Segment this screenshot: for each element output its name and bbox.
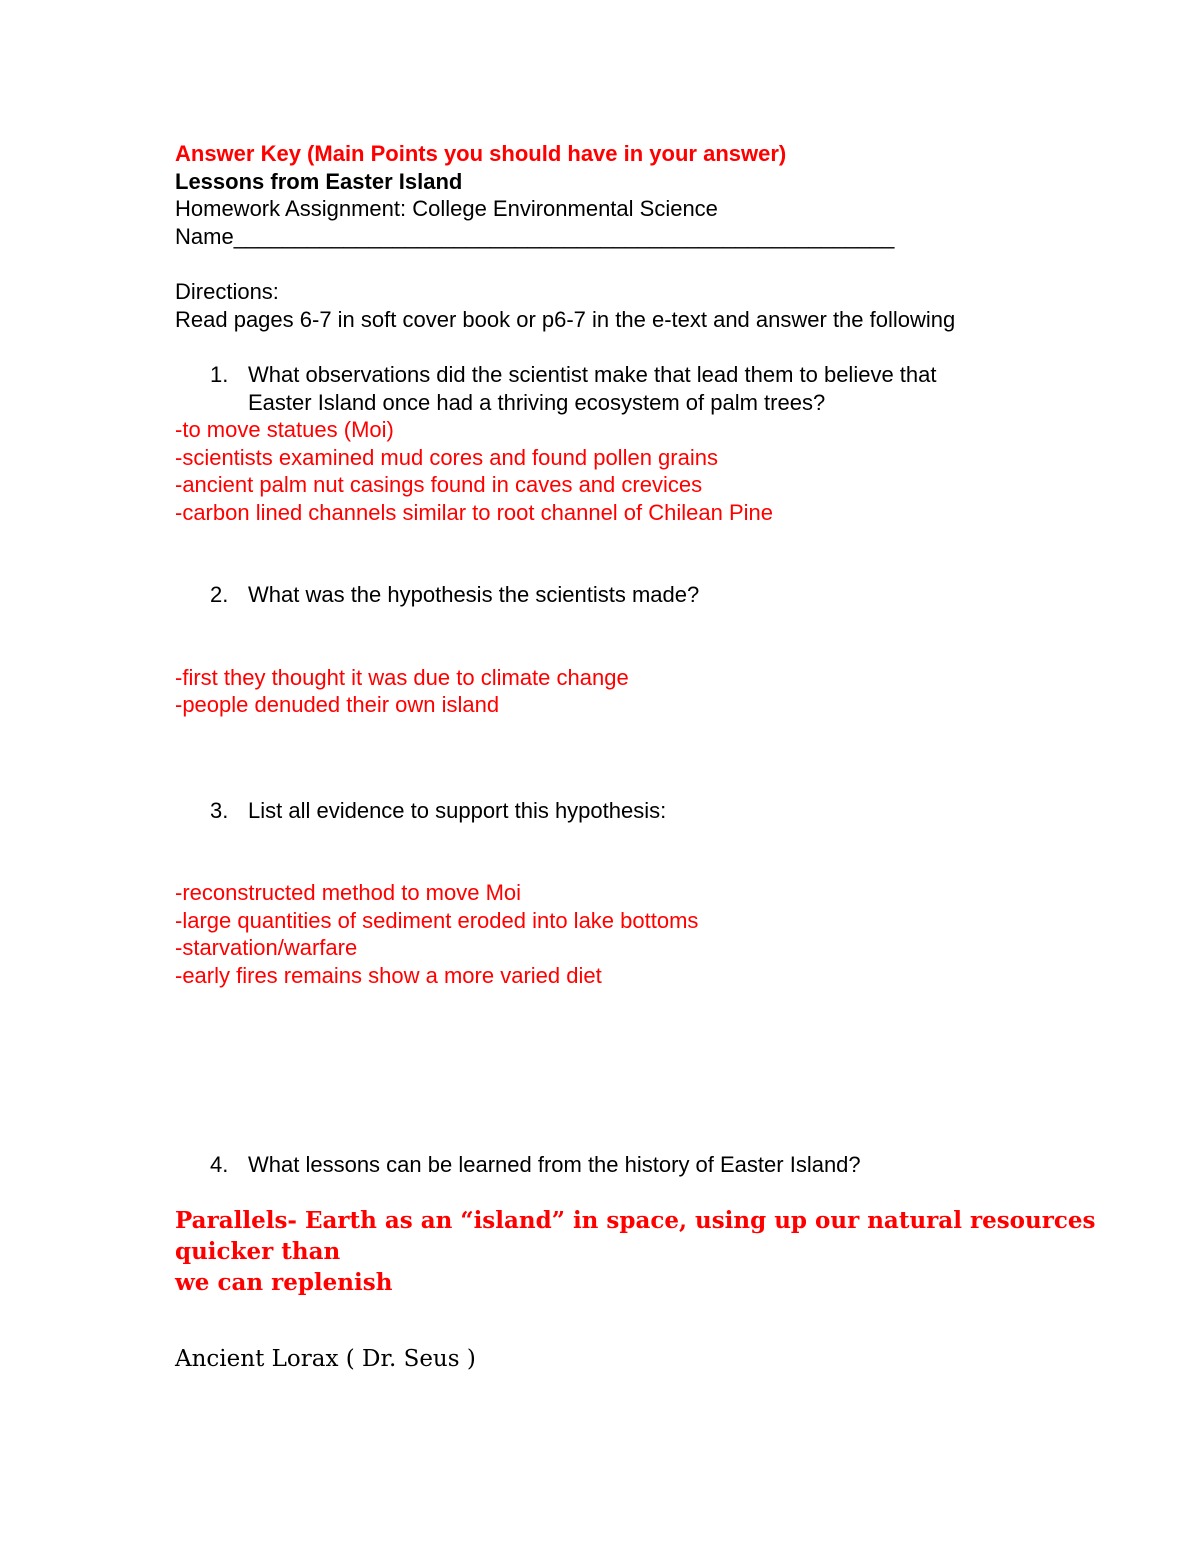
answer-line: we can replenish <box>175 1268 393 1296</box>
answer-line: -large quantities of sediment eroded into lake bottoms <box>175 907 699 933</box>
ancient-lorax-note: Ancient Lorax ( Dr. Seus ) <box>175 1345 476 1372</box>
name-label: Name <box>175 223 234 249</box>
answer-line: -ancient palm nut casings found in caves and crevices <box>175 472 703 497</box>
answer-line: -people denuded their own island <box>175 692 500 717</box>
question-4 <box>175 1151 1140 1179</box>
answer-line: -reconstructed method to move Moi <box>175 880 522 905</box>
name-line <box>175 223 1140 251</box>
answer-line: -carbon lined channels similar to root channel of Chilean Pine <box>175 499 774 525</box>
question-4-text: What lessons can be learned from the history of Easter Island? <box>248 1152 861 1177</box>
name-blank-underline: ______________________________________________________ <box>233 223 895 249</box>
document-subtitle: Lessons from Easter Island <box>175 168 463 194</box>
question-1-text: What observations did the scientist make that lead them to believe that Easter Island once had a thriving ecosystem of palm trees? <box>248 362 937 415</box>
question-1-answers <box>175 416 1140 526</box>
answer-line: Parallels- Earth as an “island” in space, using up our natural resources quicker than <box>175 1206 1104 1265</box>
question-1 <box>175 361 1140 416</box>
question-3-number: 3. <box>210 797 229 823</box>
answer-line: -first they thought it was due to climate change <box>175 664 629 690</box>
answer-key-title: Answer Key (Main Points you should have in your answer) <box>175 141 787 166</box>
directions-label: Directions: <box>175 279 279 304</box>
assignment-line: Homework Assignment: College Environmental Science <box>175 196 718 221</box>
directions-text: Read pages 6-7 in soft cover book or p6-7 in the e-text and answer the following <box>175 306 956 332</box>
question-4-answer <box>175 1205 1140 1298</box>
question-2-number: 2. <box>210 582 229 607</box>
directions-block <box>175 278 1140 333</box>
answer-line: -early fires remains show a more varied diet <box>175 962 602 988</box>
question-2-answers <box>175 664 1140 719</box>
answer-line: -scientists examined mud cores and found pollen grains <box>175 444 718 470</box>
question-1-number: 1. <box>210 362 229 387</box>
question-4-number: 4. <box>210 1152 229 1177</box>
answer-line: -to move statues (Moi) <box>175 417 394 442</box>
question-3-answers <box>175 879 1140 989</box>
question-2-text: What was the hypothesis the scientists made? <box>248 582 700 607</box>
question-3 <box>175 797 1140 825</box>
answer-line: -starvation/warfare <box>175 935 358 960</box>
question-3-text: List all evidence to support this hypothesis: <box>248 797 667 823</box>
question-2 <box>175 581 1140 609</box>
